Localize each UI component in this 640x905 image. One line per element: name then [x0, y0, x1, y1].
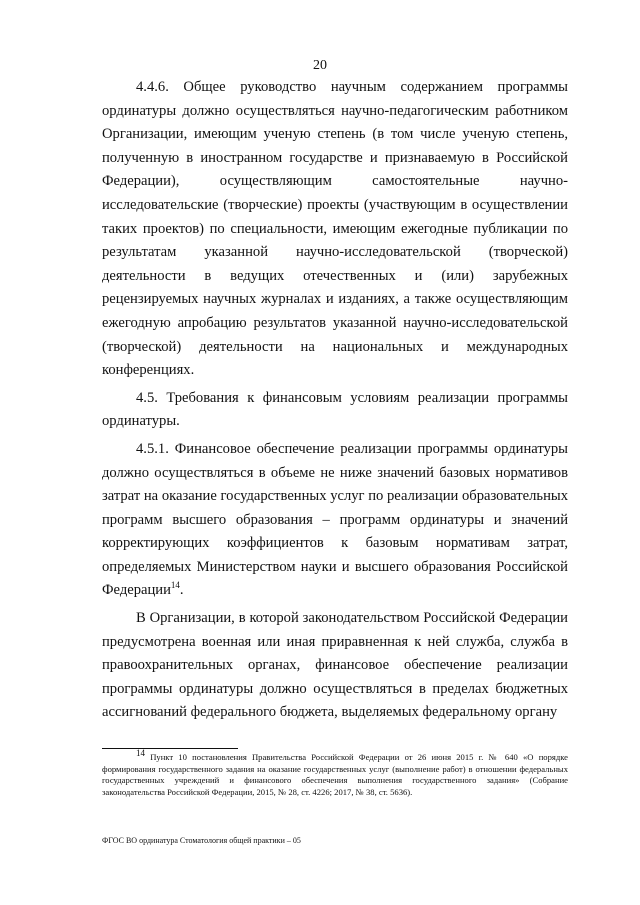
footnote-reference: 14 [170, 580, 180, 591]
paragraph-financial-provision: 4.5.1. Финансовое обеспечение реализации программы ординатуры должно осуществляться в объеме не ниже значений базовых нормативов затрат на оказание государственных услуг по реализации образовательных программ высшего образования – программ ординатуры и значений корректирующих коэффициентов к базовым нормативам затрат, определяемых Министерством науки и высшего образования Российской Федерации$^{14}$. [102, 440, 568, 599]
footnote [102, 748, 569, 798]
paragraph-scientific-supervision: 4.4.6. Общее руководство научным содержанием программы ординатуры должно осуществляться научно-педагогическим работником Организации, имеющим ученую степень (в том числе ученую степень, полученную в иностранном государстве и признаваемую в Российской Федерации), осуществляющим самостоятельные научно-исследовательские (творческие) проекты (участвующим в осуществлении таких проектов) по специальности, имеющим ежегодные публикации по результатам указанной научно-исследовательской (творческой) деятельности в ведущих отечественных и (или) зарубежных рецензируемых научных журналах и изданиях, а также осуществляющим ежегодную апробацию результатов указанной научно-исследовательской (творческой) деятельности на национальных и международных конференциях. [102, 79, 568, 379]
page-number: 20 [313, 58, 327, 73]
footnote-text: Пункт 10 постановления Правительства Российской Федерации от 26 июня 2015 г. № 640 «О порядке формирования государственного задания на оказание государственных услуг (выполнение работ) в отношении федеральных государственных учреждений и финансового обеспечения выполнения государственного задания» (Собрание законодательства Российской Федерации, 2015, № 28, ст. 4226; 2017, № 38, ст. 5636). [102, 752, 569, 797]
document-footer: ФГОС ВО ординатура Стоматология общей практики – 05 [102, 836, 301, 845]
footnote-marker: 14 [136, 748, 145, 759]
paragraph-military-service: В Организации, в которой законодательством Российской Федерации предусмотрена военная или иная приравненная к ней служба, служба в правоохранительных органах, финансовое обеспечение реализации программы ординатуры должно осуществляться в пределах бюджетных ассигнований федерального бюджета, выделяемых федеральному органу [102, 610, 568, 721]
footnote-separator [102, 748, 238, 749]
paragraph-financial-provision-text: 4.5.1. Финансовое обеспечение реализации программы ординатуры должно осуществляться в объеме не ниже значений базовых нормативов затрат на оказание государственных услуг по реализации образовательных программ высшего образования – программ ординатуры и значений корректирующих коэффициентов к базовым нормативам затрат, определяемых Министерством науки и высшего образования Российской Федерации [102, 440, 568, 599]
paragraph-financial-requirements: 4.5. Требования к финансовым условиям реализации программы ординатуры. [102, 389, 568, 430]
body-text [102, 76, 568, 725]
